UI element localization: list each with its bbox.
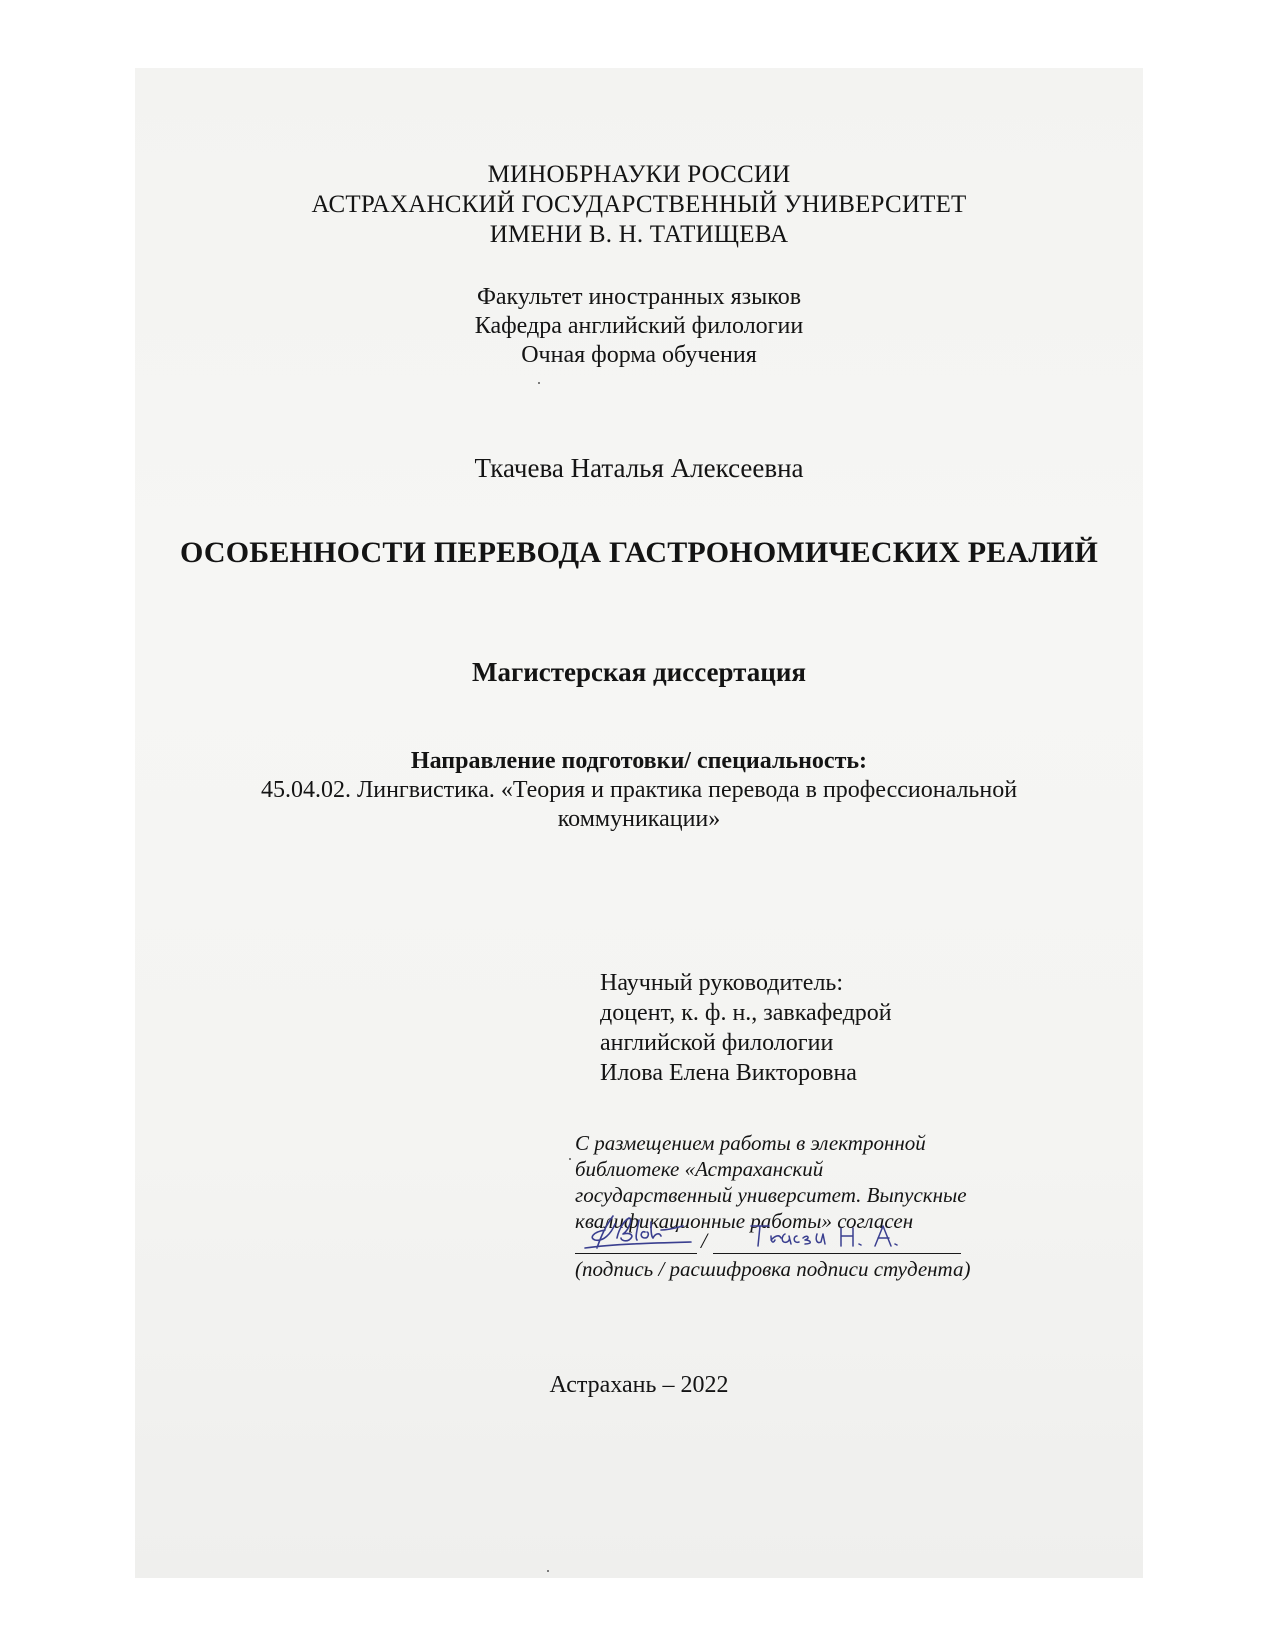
city-year: Астрахань – 2022 <box>549 1372 729 1398</box>
supervisor-heading: Научный руководитель: <box>600 970 844 996</box>
author-name: Ткачева Наталья Алексеевна <box>474 453 804 483</box>
header-line-university: АСТРАХАНСКИЙ ГОСУДАРСТВЕННЫЙ УНИВЕРСИТЕТ <box>311 191 967 218</box>
faculty-name: Факультет иностранных языков <box>476 284 802 310</box>
consent-line-3: государственный университет. Выпускные <box>575 1183 967 1207</box>
header-line-ministry: МИНОБРНАУКИ РОССИИ <box>487 161 791 188</box>
consent-line-4: квалификационные работы» согласен <box>575 1209 914 1233</box>
header-line-named-after: ИМЕНИ В. Н. ТАТИЩЕВА <box>489 221 789 248</box>
department-name: Кафедра английский филологии <box>474 313 804 339</box>
signature-caption: (подпись / расшифровка подписи студента) <box>575 1257 971 1281</box>
direction-line-1: 45.04.02. Лингвистика. «Теория и практика перевода в профессиональной <box>260 777 1018 803</box>
supervisor-name: Илова Елена Викторовна <box>600 1060 857 1086</box>
city-year-block <box>135 1371 1143 1400</box>
scan-speck <box>547 1570 549 1572</box>
supervisor-department: английской филологии <box>600 1030 834 1056</box>
consent-line-2: библиотеке «Астраханский <box>575 1157 824 1181</box>
scan-speck <box>569 1158 571 1160</box>
supervisor-block <box>600 968 892 1088</box>
work-type: Магистерская диссертация <box>471 657 806 687</box>
consent-line-1: С размещением работы в электронной <box>575 1131 926 1155</box>
student-signature <box>583 1210 695 1252</box>
supervisor-position: доцент, к. ф. н., завкафедрой <box>600 1000 892 1026</box>
name-decipher-underline <box>713 1253 961 1254</box>
signature-underline <box>575 1253 697 1254</box>
direction-block <box>135 747 1143 834</box>
handwritten-name <box>745 1214 925 1252</box>
work-type-block <box>135 656 1143 688</box>
faculty-block <box>135 283 1143 370</box>
thesis-title-block <box>135 535 1143 571</box>
study-form: Очная форма обучения <box>521 342 757 368</box>
direction-line-2: коммуникации» <box>557 806 721 832</box>
thesis-title: ОСОБЕННОСТИ ПЕРЕВОДА ГАСТРОНОМИЧЕСКИХ РЕАЛИЙ <box>180 536 1098 569</box>
ministry-header <box>135 160 1143 250</box>
author-block <box>135 452 1143 484</box>
scan-speck <box>538 382 540 384</box>
signature-separator: / <box>701 1228 708 1253</box>
signature-row <box>575 1214 965 1254</box>
direction-heading: Направление подготовки/ специальность: <box>410 748 868 774</box>
title-page-sheet <box>135 68 1143 1578</box>
